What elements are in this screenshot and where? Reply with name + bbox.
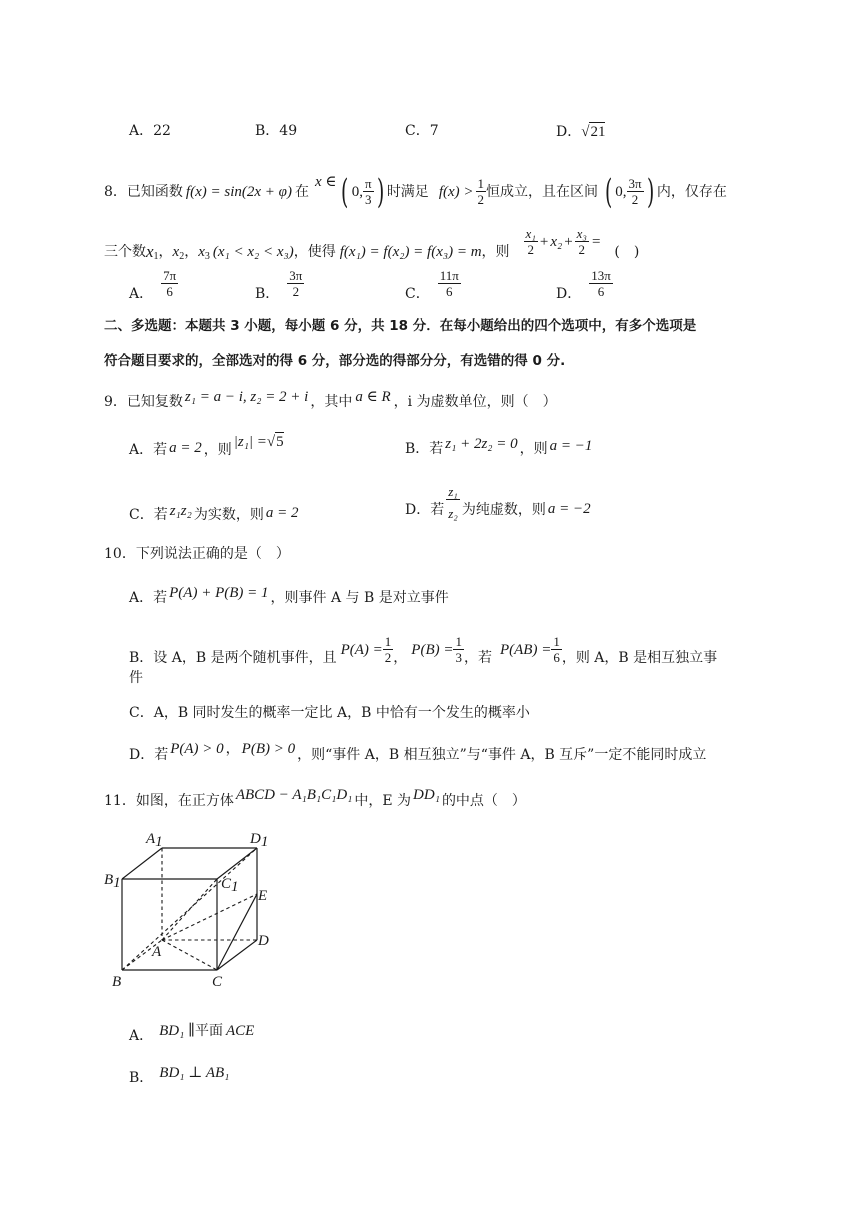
q9-option-a-radicand: 5 bbox=[276, 434, 284, 450]
q8-text-satisfy: 时满足 bbox=[386, 183, 429, 200]
label-b1: B1 bbox=[104, 872, 121, 891]
q8-expr-plus1: + bbox=[539, 233, 549, 250]
q10-option-a-text: ，则事件 A 与 B 是对立事件 bbox=[270, 590, 449, 606]
q9-option-c-result: a = 2 bbox=[265, 505, 299, 521]
q8-expr-num1: x₁ bbox=[525, 226, 536, 241]
q11-number: 11．如图，在正方体 bbox=[104, 793, 234, 809]
q8-half-den: 2 bbox=[477, 192, 484, 207]
q7-option-d: D．√21 bbox=[556, 124, 606, 140]
q11-segment: DD₁ bbox=[413, 787, 440, 803]
q8-option-d bbox=[556, 268, 613, 302]
q10-option-b-pab-den: 6 bbox=[553, 650, 560, 665]
q10-option-b bbox=[129, 634, 717, 665]
q8-zero2: 0, bbox=[615, 183, 627, 200]
q8-equation: f(x₁) = f(x₂) = f(x₃) = m bbox=[339, 243, 482, 260]
q10-option-b-pa-frac bbox=[383, 634, 394, 665]
q7-option-d-label: D． bbox=[556, 124, 582, 140]
q9-option-a-then: ，则 bbox=[203, 441, 232, 458]
edge-a-e bbox=[162, 894, 257, 940]
q8-comma1: ， bbox=[158, 243, 173, 260]
q10-option-a-math: P(A) + P(B) = 1 bbox=[169, 585, 269, 601]
q9-text-where: ，其中 bbox=[310, 394, 353, 410]
q9-option-d-then: 为纯虚数，则 bbox=[461, 502, 546, 518]
q10-option-b-pa: P(A) = bbox=[340, 641, 383, 658]
q11-option-a-text: 平面 bbox=[195, 1023, 224, 1039]
q8-expr-x2: x₂ bbox=[550, 233, 563, 250]
q9-option-a-cond: a = 2 bbox=[169, 439, 202, 456]
q8-option-a-den: 6 bbox=[166, 284, 173, 299]
q8-interval2-frac bbox=[627, 176, 644, 207]
q8-domain-x: x ∈ bbox=[314, 173, 337, 190]
q9-option-b-label: B．若 bbox=[405, 441, 444, 457]
q9-option-b-cond: z₁ + 2z₂ = 0 bbox=[445, 436, 518, 452]
q8-target-expression bbox=[524, 226, 601, 257]
q8-number: 8．已知函数 bbox=[104, 183, 183, 200]
q8-text-then: ，则 bbox=[481, 243, 510, 260]
q10-option-b-cont: 件 bbox=[129, 670, 143, 686]
q8-half-num: 1 bbox=[477, 176, 484, 191]
edge-c-d bbox=[217, 940, 257, 970]
q8-interval1-den: 3 bbox=[365, 192, 372, 207]
q8-function: f(x) = sin(2x + φ) bbox=[185, 183, 292, 200]
q10-option-b-pb-num: 1 bbox=[455, 634, 462, 649]
q8-interval1-num: π bbox=[364, 176, 372, 191]
q10-option-d-label: D．若 bbox=[129, 747, 169, 763]
label-a1: A1 bbox=[146, 831, 163, 850]
q10-option-d bbox=[129, 741, 707, 764]
q11-option-a bbox=[129, 1022, 255, 1044]
q11-option-a-plane: ACE bbox=[226, 1023, 255, 1039]
q8-paren2-close: ) bbox=[646, 171, 654, 212]
q9-option-b bbox=[405, 436, 593, 458]
q10-option-d-math1: P(A) > 0 bbox=[170, 741, 224, 757]
q10-option-b-pab-num: 1 bbox=[553, 634, 560, 649]
q10-option-a bbox=[129, 585, 449, 607]
q8-interval1-frac bbox=[363, 176, 374, 207]
q8-x2: x bbox=[172, 243, 180, 260]
q10-option-b-pa-num: 1 bbox=[384, 634, 392, 649]
q7-option-d-radicand: 21 bbox=[590, 124, 606, 140]
q8-option-c bbox=[405, 268, 461, 302]
q10-option-b-pab-frac bbox=[551, 634, 562, 665]
q11-option-b-label: B． bbox=[129, 1070, 154, 1086]
q9-option-c-then: 为实数，则 bbox=[193, 507, 264, 523]
label-d1: D1 bbox=[250, 831, 269, 850]
q9-number: 9．已知复数 bbox=[104, 394, 183, 410]
edge-a-c bbox=[162, 940, 217, 970]
q7-option-c: C．7 bbox=[405, 123, 439, 139]
q9-option-b-then: ，则 bbox=[519, 441, 548, 457]
q9-option-a-result: |z₁| = bbox=[233, 433, 267, 450]
cube-figure bbox=[100, 824, 280, 994]
q8-x1-sub: 1 bbox=[153, 250, 159, 262]
section-2-header-line2: 符合题目要求的，全部选对的得 6 分，部分选的得部分分，有选错的得 0 分. bbox=[104, 353, 566, 369]
label-c1: C1 bbox=[221, 876, 239, 895]
q8-paren-open: ( bbox=[341, 171, 349, 212]
edge-c-e bbox=[217, 894, 257, 970]
label-c: C bbox=[212, 974, 223, 990]
q10-option-d-comma: ， bbox=[225, 741, 240, 757]
q8-option-a-num: 7π bbox=[163, 268, 177, 283]
q11-text-tail: 的中点（ ） bbox=[441, 793, 526, 809]
q8-option-c-label: C． bbox=[405, 285, 430, 302]
q8-expr-eq: = bbox=[591, 233, 601, 250]
q8-option-b-label: B． bbox=[255, 285, 280, 302]
q8-expr-den3: 2 bbox=[578, 242, 586, 257]
q10-option-b-text: ，则 A，B 是相互独立事 bbox=[561, 649, 718, 666]
q9-text-tail: ，i 为虚数单位，则（ ） bbox=[393, 394, 557, 410]
q10-option-a-label: A．若 bbox=[129, 590, 168, 606]
q11-option-a-label: A． bbox=[129, 1028, 154, 1044]
q9-option-c-label: C．若 bbox=[129, 507, 168, 523]
q8-expr-num3: x₃ bbox=[576, 226, 587, 241]
q10-option-b-pb-frac bbox=[453, 634, 464, 665]
q8-expr-plus2: + bbox=[564, 233, 573, 250]
q9-option-a-sqrt: √ bbox=[266, 433, 276, 450]
q8-option-d-num: 13π bbox=[591, 268, 611, 283]
q8-x1: x bbox=[146, 241, 154, 261]
q10-option-b-comma: ， bbox=[393, 649, 408, 666]
q8-zero: 0, bbox=[351, 183, 363, 200]
q8-option-b-frac bbox=[287, 268, 304, 299]
q8-order: (x₁ < x₂ < x₃) bbox=[212, 243, 294, 260]
q8-option-b bbox=[255, 268, 304, 302]
q9-option-c-cond: z₁z₂ bbox=[169, 503, 192, 519]
q9-complex-def: z₁ = a − i, z₂ = 2 + i bbox=[184, 389, 309, 405]
q11-stem bbox=[104, 787, 526, 810]
q9-option-d-label: D．若 bbox=[405, 502, 445, 518]
q8-option-d-den: 6 bbox=[597, 284, 605, 299]
q9-a-in-r: a ∈ R bbox=[355, 389, 391, 405]
q10-option-b-if: ，若 bbox=[463, 649, 492, 666]
q8-paren-close: ) bbox=[376, 171, 384, 212]
label-a: A bbox=[152, 944, 162, 960]
q10-option-b-pb: P(B) = bbox=[411, 641, 454, 658]
q8-option-c-frac bbox=[438, 268, 461, 299]
q9-option-a-label: A．若 bbox=[129, 441, 168, 458]
q8-option-a-frac bbox=[161, 268, 178, 299]
q11-cube-name: ABCD − A₁B₁C₁D₁ bbox=[235, 787, 353, 803]
q10-option-b-label: B．设 A，B 是两个随机事件，且 bbox=[129, 649, 337, 666]
edge-b1-a1 bbox=[122, 848, 162, 879]
q10-option-d-text: ，则“事件 A，B 相互独立”与“事件 A，B 互斥”一定不能同时成立 bbox=[297, 747, 707, 763]
q10-option-c: C．A，B 同时发生的概率一定比 A，B 中恰有一个发生的概率小 bbox=[129, 705, 530, 721]
q8-inequality: f(x) > bbox=[438, 183, 474, 200]
q8-half-frac bbox=[476, 176, 487, 207]
q8-interval2-den: 2 bbox=[631, 192, 639, 207]
q8-answer-blank: ( ) bbox=[614, 243, 640, 260]
edge-c1-d1 bbox=[217, 848, 257, 879]
cube-hidden-edges bbox=[122, 848, 257, 970]
q9-option-a bbox=[129, 433, 284, 459]
q8-interval2-num: 3π bbox=[628, 176, 642, 191]
q8-option-b-den: 2 bbox=[292, 284, 300, 299]
q8-text-three: 三个数 bbox=[104, 243, 146, 260]
q8-option-c-num: 11π bbox=[439, 268, 459, 283]
q8-text-make: ，使得 bbox=[293, 243, 336, 260]
q9-option-d-num: z₁ bbox=[448, 484, 458, 499]
q9-option-b-result: a = −1 bbox=[549, 438, 593, 454]
q8-paren2-open: ( bbox=[604, 171, 613, 212]
q9-option-d-frac bbox=[446, 484, 460, 521]
q9-option-d-result: a = −2 bbox=[547, 501, 591, 517]
q8-text-inside: 内，仅存在 bbox=[656, 183, 727, 200]
q7-option-a: A．22 bbox=[129, 123, 171, 139]
q8-x2-sub: 2 bbox=[179, 250, 185, 262]
q10-stem: 10．下列说法正确的是（ ） bbox=[104, 546, 290, 562]
q8-x3: x bbox=[198, 243, 205, 260]
label-d: D bbox=[258, 933, 269, 949]
q8-expr-den1: 2 bbox=[527, 242, 534, 257]
section-2-header-line1: 二、多选题：本题共 3 小题，每小题 6 分，共 18 分．在每小题给出的四个选项中，有多个选项是 bbox=[104, 318, 697, 334]
q11-text-e: 中，E 为 bbox=[354, 793, 412, 809]
q11-option-a-math: BD₁ ∥ bbox=[159, 1023, 196, 1039]
q8-option-a bbox=[129, 268, 178, 302]
diag-a-c1 bbox=[162, 879, 217, 940]
q8-option-c-den: 6 bbox=[446, 284, 453, 299]
q8-text-in: 在 bbox=[294, 183, 309, 200]
q9-stem bbox=[104, 389, 557, 411]
q8-comma2: ， bbox=[184, 243, 199, 260]
label-e: E bbox=[258, 888, 268, 904]
q9-option-d-den: z₂ bbox=[448, 506, 458, 521]
q10-option-b-pb-den: 3 bbox=[455, 650, 462, 665]
q8-x3-sub: 3 bbox=[204, 250, 210, 262]
q9-option-d bbox=[405, 484, 591, 521]
q8-option-d-label: D． bbox=[556, 285, 582, 302]
q10-option-b-pa-den: 2 bbox=[384, 650, 392, 665]
q8-option-d-frac bbox=[589, 268, 613, 299]
q11-option-b-math: BD₁ ⊥ AB₁ bbox=[159, 1065, 230, 1081]
q8-text-always: 恒成立，且在区间 bbox=[486, 183, 598, 200]
q8-option-a-label: A． bbox=[129, 285, 154, 302]
q10-option-d-math2: P(B) > 0 bbox=[241, 741, 296, 757]
q7-option-b: B．49 bbox=[255, 123, 298, 139]
q11-option-b bbox=[129, 1064, 230, 1086]
label-b: B bbox=[112, 974, 122, 990]
q8-stem-line2 bbox=[104, 226, 640, 267]
q8-stem-line1 bbox=[104, 171, 727, 212]
q9-option-c bbox=[129, 503, 299, 524]
q10-option-b-pab: P(AB) = bbox=[499, 641, 552, 658]
q8-option-b-num: 3π bbox=[289, 268, 303, 283]
